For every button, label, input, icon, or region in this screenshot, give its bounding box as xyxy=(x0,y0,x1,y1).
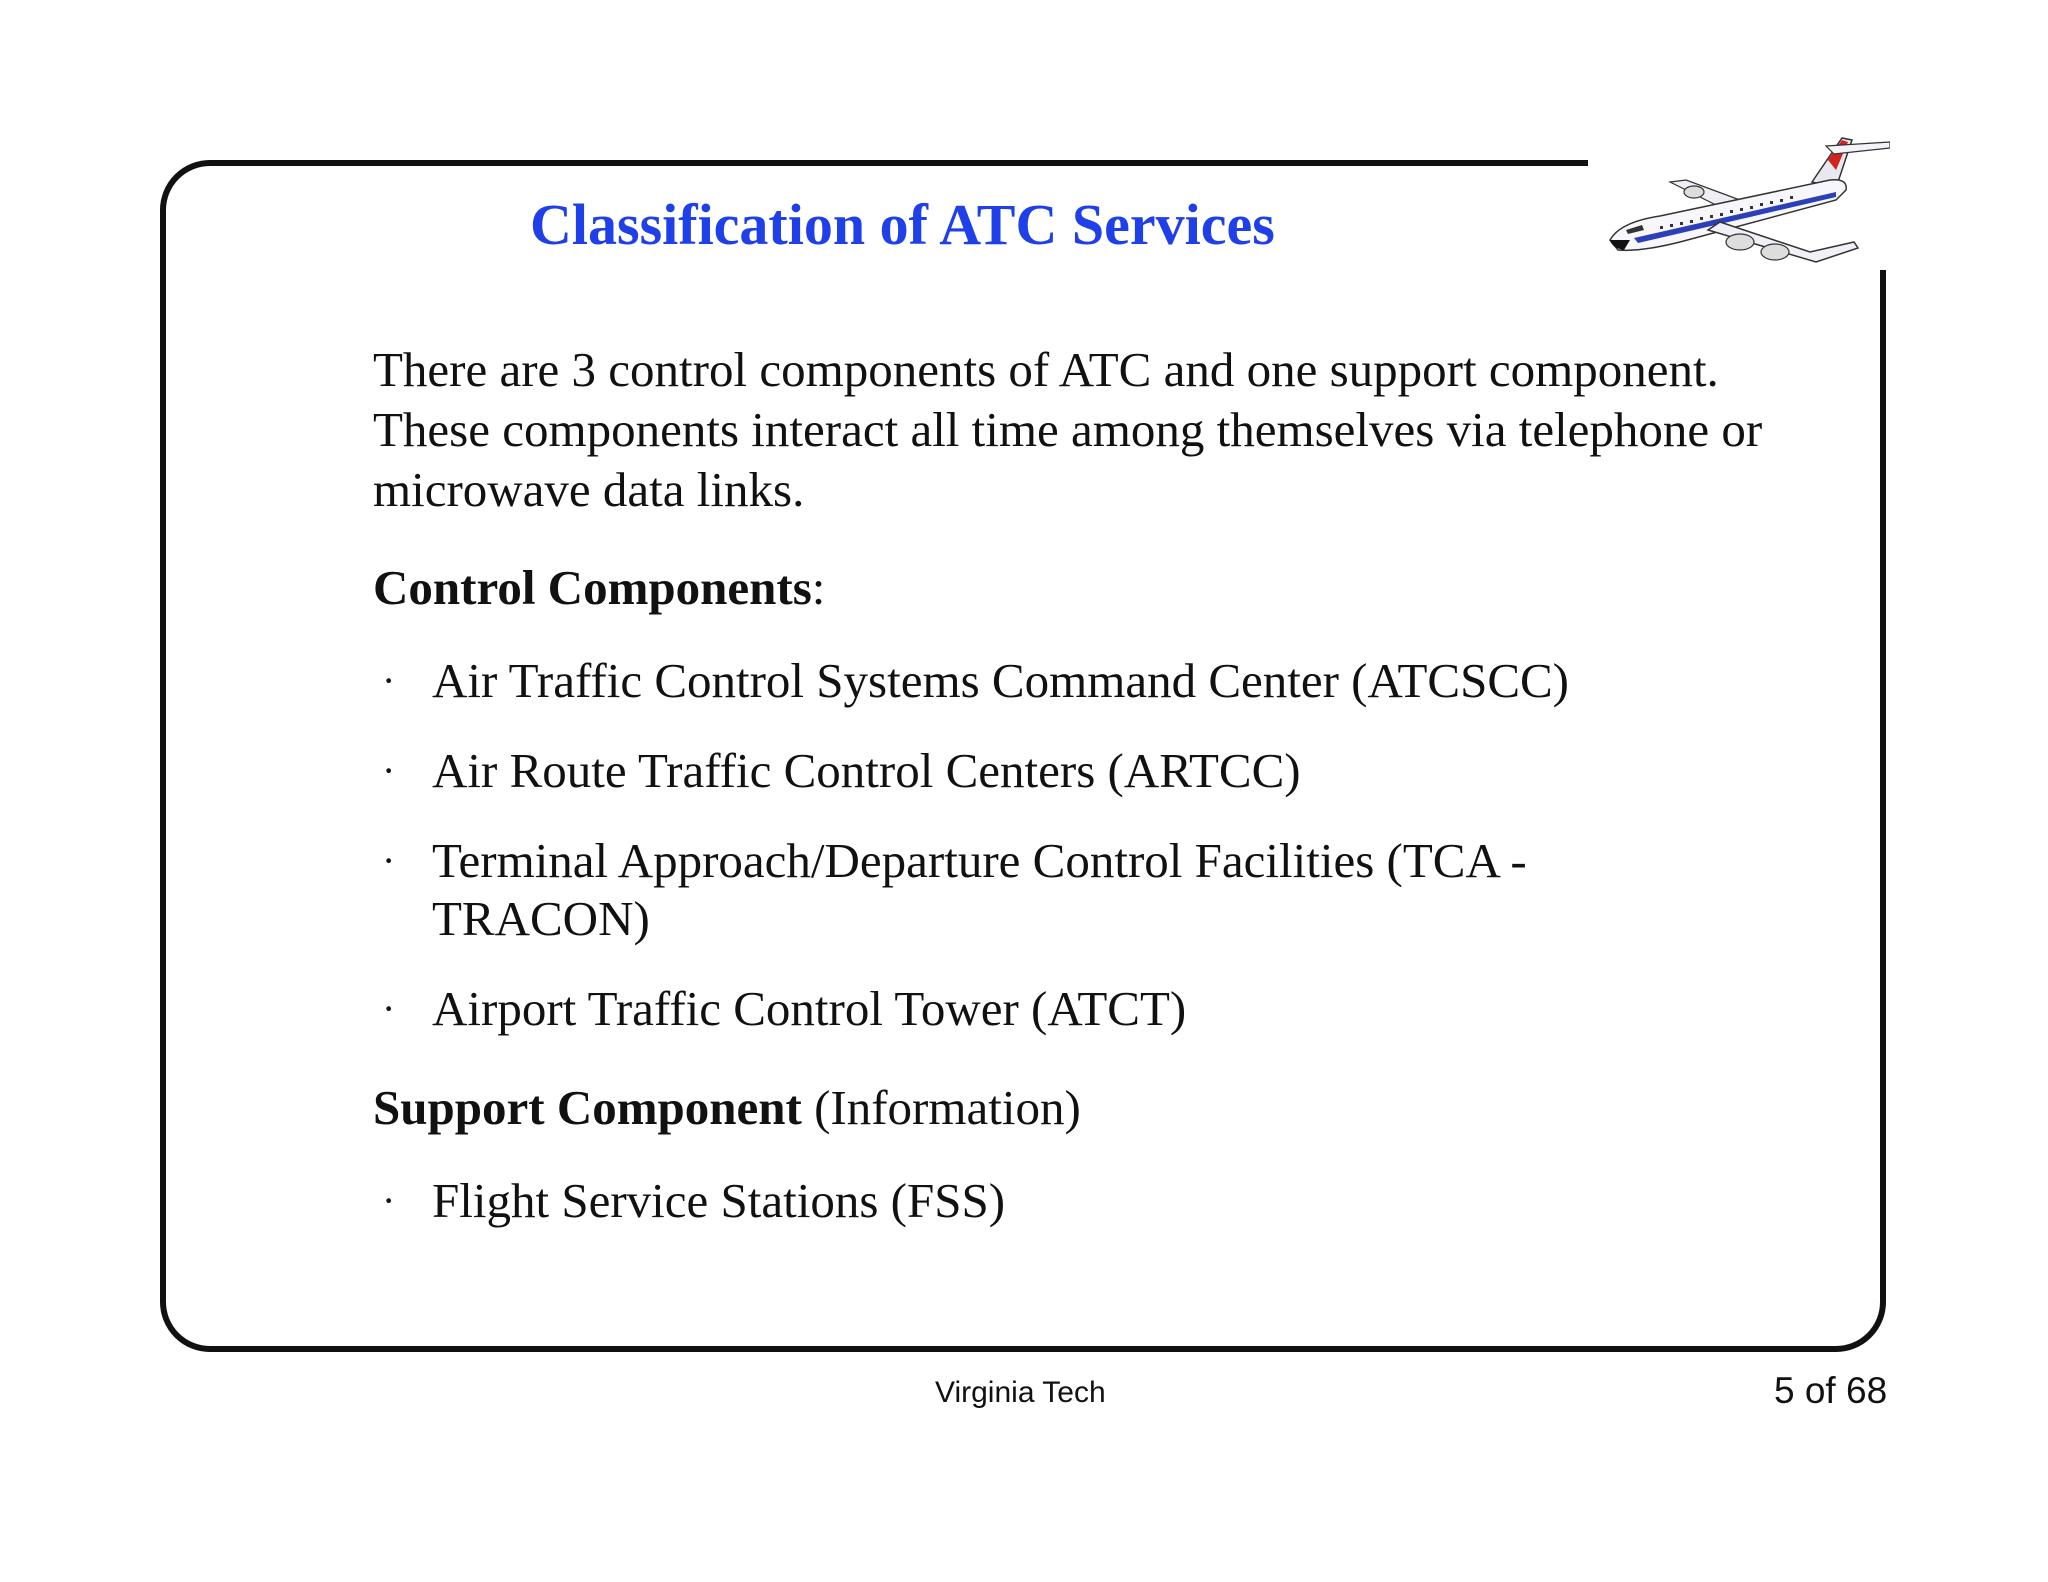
airliner-icon xyxy=(1590,130,1890,280)
bullet-dot: · xyxy=(382,658,396,703)
list-item-text: Flight Service Stations (FSS) xyxy=(432,1173,1006,1228)
support-heading-label: Support Component xyxy=(373,1080,802,1135)
control-heading-suffix: : xyxy=(811,560,826,615)
slide-title: Classification of ATC Services xyxy=(530,192,1275,257)
bullet-dot: · xyxy=(382,748,396,793)
list-item xyxy=(382,742,1682,800)
control-heading-label: Control Components xyxy=(373,560,812,615)
list-item-text: Terminal Approach/Departure Control Facilities (TCA - TRACON) xyxy=(432,833,1527,946)
list-item xyxy=(382,1172,1682,1230)
list-item xyxy=(382,832,1612,948)
control-components-heading xyxy=(373,558,825,618)
list-item xyxy=(382,980,1682,1038)
bullet-dot: · xyxy=(382,1178,396,1223)
list-item xyxy=(382,652,1682,710)
bullet-dot: · xyxy=(382,986,396,1031)
bullet-dot: · xyxy=(382,838,396,883)
support-heading-suffix: (Information) xyxy=(801,1080,1081,1135)
list-item-text: Airport Traffic Control Tower (ATCT) xyxy=(432,981,1187,1036)
page-indicator: 5 of 68 xyxy=(1774,1370,1888,1411)
footer-institution: Virginia Tech xyxy=(935,1376,1106,1409)
list-item-text: Air Traffic Control Systems Command Center (ATCSCC) xyxy=(432,653,1570,708)
support-component-heading xyxy=(373,1078,1081,1138)
intro-paragraph: There are 3 control components of ATC and one support component. These components interact all time among themselves via telephone or microwave data links. xyxy=(373,342,1763,517)
list-item-text: Air Route Traffic Control Centers (ARTCC) xyxy=(432,743,1301,798)
